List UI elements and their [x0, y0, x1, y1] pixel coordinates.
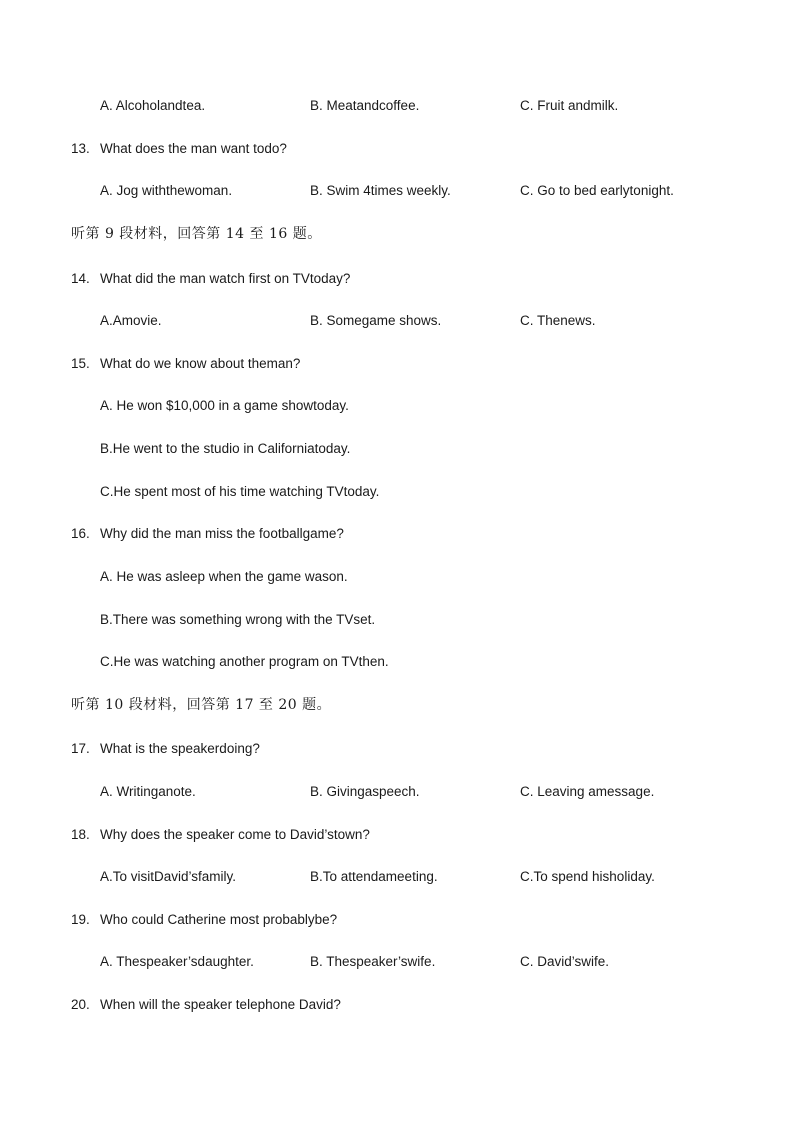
question-text: Why does the speaker come to David’stown? — [100, 827, 370, 842]
option-a: A. Alcoholandtea. — [100, 98, 206, 113]
question-18 — [71, 826, 370, 844]
question-number: 20. — [71, 997, 90, 1012]
option-c: C.He was watching another program on TVthen. — [100, 654, 389, 669]
question-text: What do we know about theman? — [100, 356, 301, 371]
question-text: Why did the man miss the footballgame? — [100, 526, 344, 541]
option-a: A. He was asleep when the game wason. — [100, 569, 348, 584]
option-b: B. Somegame shows. — [310, 313, 442, 328]
option-a: A. He won $10,000 in a game showtoday. — [100, 398, 349, 413]
option-c: C. Fruit andmilk. — [520, 98, 619, 113]
option-c: C.To spend hisholiday. — [520, 869, 655, 884]
question-text: What does the man want todo? — [100, 141, 287, 156]
question-15 — [71, 355, 300, 373]
question-number: 19. — [71, 912, 90, 927]
question-number: 13. — [71, 141, 90, 156]
option-a: A. Writinganote. — [100, 784, 196, 799]
question-text: What did the man watch first on TVtoday? — [100, 271, 351, 286]
question-20 — [71, 996, 341, 1014]
option-b: B. Swim 4times weekly. — [310, 183, 451, 198]
question-number: 16. — [71, 526, 90, 541]
option-c: C. Go to bed earlytonight. — [520, 183, 674, 198]
option-b: B. Meatandcoffee. — [310, 98, 420, 113]
option-c: C. David’swife. — [520, 954, 610, 969]
question-13 — [71, 140, 287, 158]
question-17 — [71, 740, 260, 758]
question-19 — [71, 911, 337, 929]
option-c: C. Leaving amessage. — [520, 784, 655, 799]
question-number: 14. — [71, 271, 90, 286]
option-a: A.To visitDavid’sfamily. — [100, 869, 237, 884]
section-heading: 听第 10 段材料，回答第 17 至 20 题。 — [71, 697, 332, 713]
option-a: A. Jog withthewoman. — [100, 183, 233, 198]
question-number: 15. — [71, 356, 90, 371]
option-c: C. Thenews. — [520, 313, 596, 328]
option-b: B.To attendameeting. — [310, 869, 438, 884]
question-16 — [71, 525, 344, 543]
option-c: C.He spent most of his time watching TVtoday. — [100, 484, 380, 499]
option-a: A.Amovie. — [100, 313, 162, 328]
question-text: What is the speakerdoing? — [100, 741, 260, 756]
question-number: 17. — [71, 741, 90, 756]
question-text: Who could Catherine most probablybe? — [100, 912, 338, 927]
section-heading: 听第 9 段材料，回答第 14 至 16 题。 — [71, 226, 322, 242]
option-b: B.There was something wrong with the TVset. — [100, 612, 376, 627]
option-b: B. Thespeaker’swife. — [310, 954, 436, 969]
option-b: B. Givingaspeech. — [310, 784, 420, 799]
question-number: 18. — [71, 827, 90, 842]
question-14 — [71, 270, 350, 288]
option-a: A. Thespeaker’sdaughter. — [100, 954, 254, 969]
option-b: B.He went to the studio in Californiatoday. — [100, 441, 351, 456]
question-text: When will the speaker telephone David? — [100, 997, 341, 1012]
